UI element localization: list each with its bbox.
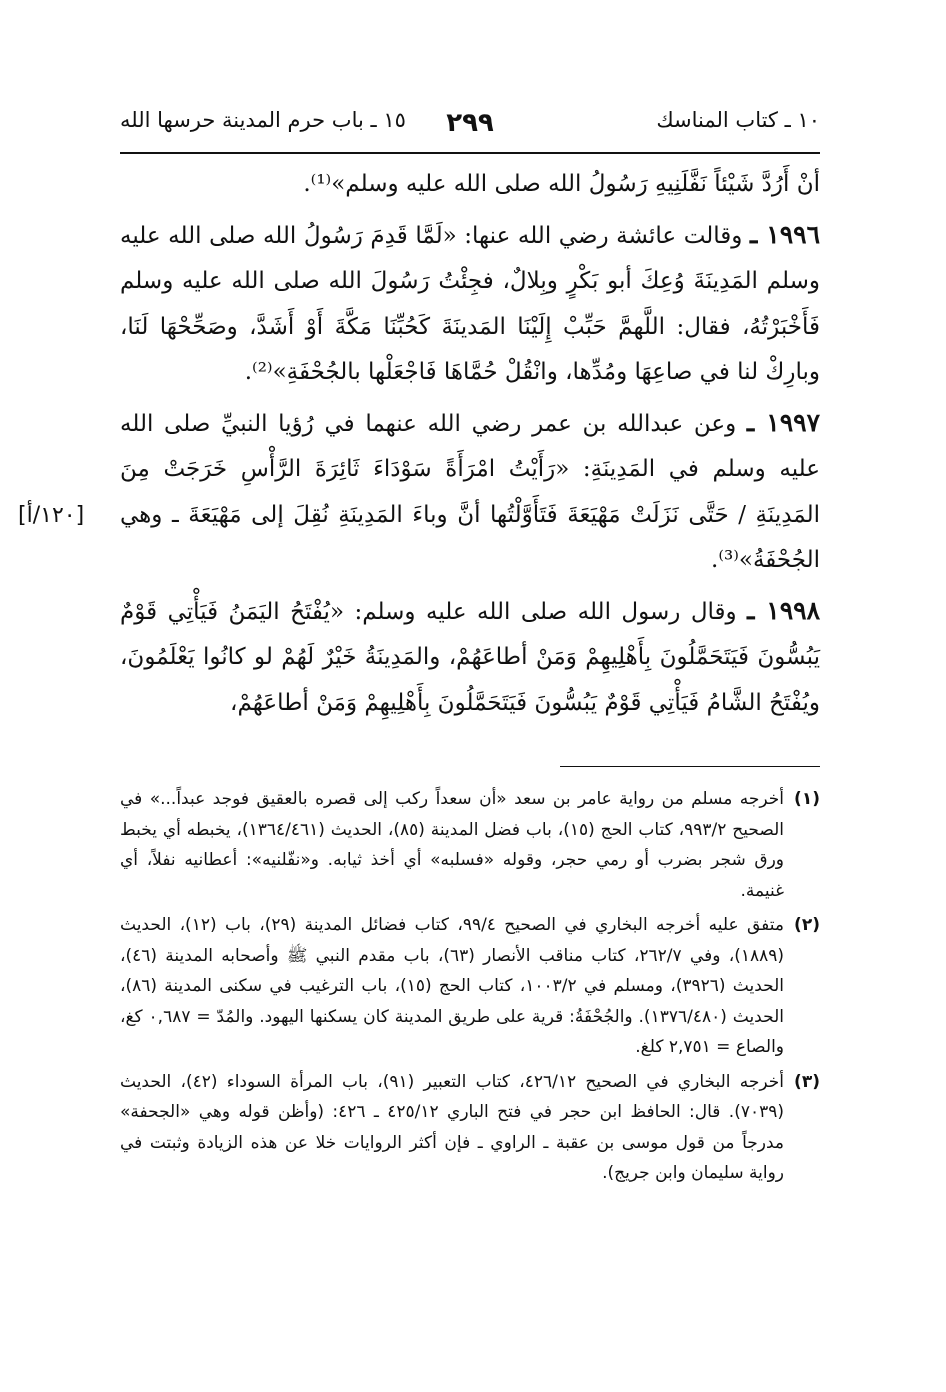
paragraph (120, 400, 820, 584)
paragraph (120, 212, 820, 396)
main-text (120, 160, 820, 730)
hadith-number: ١٩٩٧ ـ (746, 407, 821, 437)
hadith-number: ١٩٩٦ ـ (750, 219, 821, 249)
paragraph-text: وعن عبدالله بن عمر رضي الله عنهما في رُؤيا النبيِّ صلى الله عليه وسلم في المَدِينَةِ: «رَأَيْتُ امْرَأَةً سَوْدَاءَ ثَائِرَةَ الرَّأْسِ خَرَجَتْ مِنَ المَدِينَةِ / حَتَّى نَزَلَتْ مَهْيَعَةَ فَتَأَوَّلْتُها أنَّ وباءَ المَدِينَةِ نُقِلَ إلى مَهْيَعَةَ ـ وهي الجُحْفَةُ»⁽³⁾. (120, 410, 820, 573)
footnote (120, 784, 820, 906)
footnote (120, 910, 820, 1063)
footnote-number: (٢) (794, 915, 820, 935)
manuscript-folio-marker: [١٢٠/أ] (18, 503, 85, 528)
header-chapter-title: ١٠ ـ كتاب المناسك (656, 108, 820, 132)
page-number: ٢٩٩ (446, 108, 494, 138)
paragraph-text: وقالت عائشة رضي الله عنها: «لَمَّا قَدِمَ رَسُولُ الله صلى الله عليه وسلم المَدِينَةَ وُعِكَ أبو بَكْرٍ وبِلالٌ، فجِئْتُ رَسُولَ الله صلى الله عليه وسلم فَأَخْبَرْتُهُ، فقال: اللَّهمَّ حَبِّبْ إِلَيْنَا المَدينَةَ كَحُبِّنَا مَكَّةَ أَوْ أَشَدَّ، وصَحِّحْهَا لَنَا، وبارِكْ لنا في صاعِهَا ومُدِّها، وانْقُلْ حُمَّاهَا فَاجْعَلْها بالجُحْفَةِ»⁽²⁾. (120, 222, 820, 385)
footnote-divider (560, 766, 820, 767)
running-header (120, 102, 820, 146)
hadith-number: ١٩٩٨ ـ (747, 595, 820, 625)
footnote-number: (١) (794, 789, 820, 809)
footnote-text: أخرجه مسلم من رواية عامر بن سعد «أن سعداً ركب إلى قصره بالعقيق فوجد عبداً...» في الصحيح ٩٩٣/٢، كتاب الحج (١٥)، باب فضل المدينة (٨٥)، الحديث (١٣٦٤/٤٦١)، يخبطه أي يخبط ورق شجر بضرب أو رمي حجر، وقوله «فسلبه» أي أخذ ثيابه. و«نفّلنيه»: أعطانيه نفلاً، أي غنيمة. (120, 789, 784, 901)
header-section-title: ١٥ ـ باب حرم المدينة حرسها الله (120, 108, 406, 132)
paragraph (120, 588, 820, 727)
footnote-number: (٣) (794, 1071, 820, 1092)
paragraph (120, 160, 820, 208)
paragraph-text: أنْ أَرُدَّ شَيْئاً نَفَّلَنِيهِ رَسُولُ الله صلى الله عليه وسلم»⁽¹⁾. (303, 171, 820, 197)
footnotes (120, 784, 820, 1193)
header-divider (120, 152, 820, 154)
footnote-text: أخرجه البخاري في الصحيح ٤٢٦/١٢، كتاب التعبير (٩١)، باب المرأة السوداء (٤٢)، الحديث (٧٠٣٩). قال: الحافظ ابن حجر في فتح الباري ٤٢٥/١٢ ـ ٤٢٦: (وأظن قوله وهي «الجحفة» مدرجاً من قول موسى بن عقبة ـ الراوي ـ فإن أكثر الروايات خلا عن هذه الزيادة وثبتت في رواية سليمان وابن جريج). (120, 1071, 784, 1183)
footnote-text: متفق عليه أخرجه البخاري في الصحيح ٩٩/٤، كتاب فضائل المدينة (٢٩)، باب (١٢)، الحديث (١٨٨٩)، وفي ٢٦٢/٧، كتاب مناقب الأنصار (٦٣)، باب مقدم النبي ﷺ وأصحابه المدينة (٤٦)، الحديث (٣٩٢٦)، ومسلم في ١٠٠٣/٢، كتاب الحج (١٥)، باب الترغيب في سكنى المدينة (٨٦)، الحديث (١٣٧٦/٤٨٠). والجُحْفَةُ: قرية على طريق المدينة كان يسكنها اليهود. والمُدّ = ٠,٦٨٧ كغ، والصاع = ٢,٧٥١ كلغ. (120, 915, 785, 1057)
footnote (120, 1067, 820, 1189)
paragraph-text: وقال رسول الله صلى الله عليه وسلم: «يُفْتَحُ اليَمَنُ فَيَأْتِي قَوْمٌ يَبُسُّونَ فَيَتَحَمَّلُونَ بِأَهْلِيهِمْ وَمَنْ أطاعَهُمْ، والمَدِينَةُ خَيْرٌ لَهُمْ لو كانُوا يَعْلَمُونَ، ويُفْتَحُ الشَّامُ فَيَأْتِي قَوْمٌ يَبُسُّونَ فَيَتَحَمَّلُونَ بِأَهْلِيهِمْ وَمَنْ أطاعَهُمْ، (120, 598, 820, 716)
